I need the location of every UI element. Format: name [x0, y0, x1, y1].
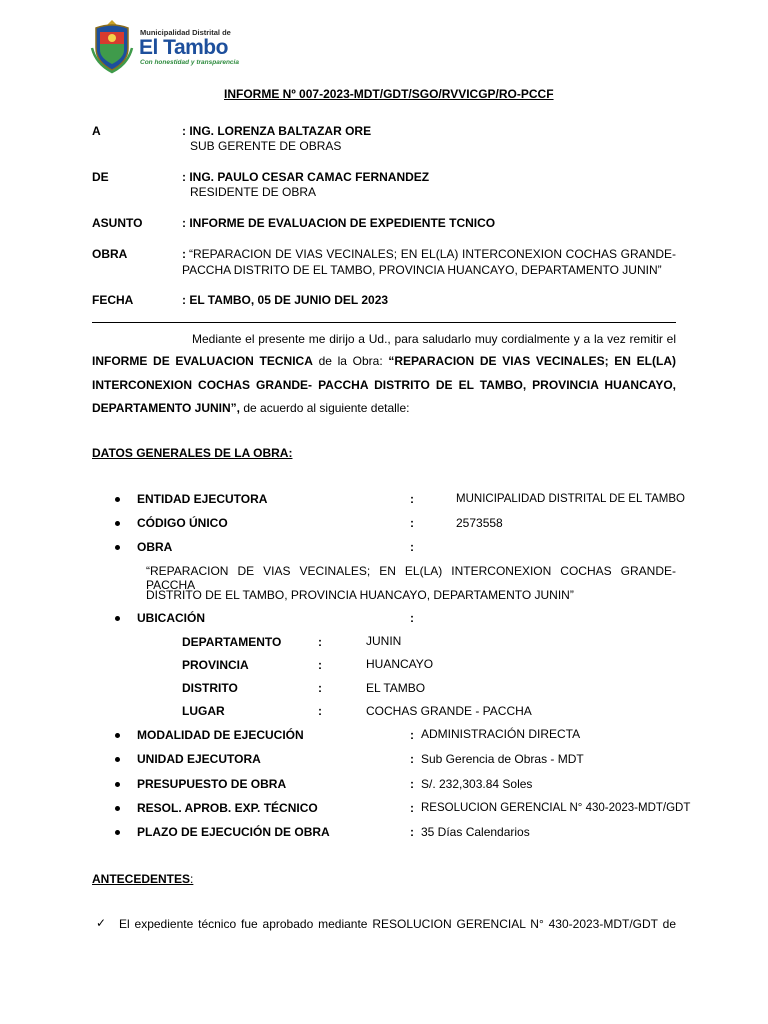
de-label: DE: [92, 170, 109, 184]
intro-line3: INTERCONEXION COCHAS GRANDE- PACCHA DISTRITO DE EL TAMBO, PROVINCIA HUANCAYO,: [92, 378, 676, 392]
unidad-label: UNIDAD EJECUTORA: [137, 752, 261, 766]
provincia-colon: :: [318, 658, 322, 672]
codigo-value: 2573558: [456, 516, 503, 530]
codigo-label: CÓDIGO ÚNICO: [137, 516, 228, 530]
presupuesto-colon: :: [410, 777, 414, 791]
report-title: INFORME Nº 007-2023-MDT/GDT/SGO/RVVICGP/RO-PCCF: [224, 87, 554, 101]
distrito-value: EL TAMBO: [366, 681, 426, 695]
modalidad-colon: :: [410, 728, 414, 742]
lugar-colon: :: [318, 704, 322, 718]
entidad-colon: :: [410, 492, 414, 506]
separator-line: [92, 322, 676, 323]
intro-bold3: DEPARTAMENTO JUNIN”,: [92, 401, 241, 415]
bullet: [115, 757, 120, 762]
provincia-value: HUANCAYO: [366, 657, 434, 671]
antecedentes-colon: :: [190, 872, 194, 886]
plazo-label: PLAZO DE EJECUCIÓN DE OBRA: [137, 825, 330, 839]
resolucion-label: RESOL. APROB. EXP. TÉCNICO: [137, 801, 318, 815]
intro-line4: [92, 401, 409, 415]
plazo-colon: :: [410, 825, 414, 839]
asunto-value: : INFORME DE EVALUACION DE EXPEDIENTE TCNICO: [182, 216, 496, 230]
asunto-label: ASUNTO: [92, 216, 143, 230]
bullet: [115, 733, 120, 738]
intro-bold1: INFORME DE EVALUACION TECNICA: [92, 354, 313, 368]
bullet: [115, 616, 120, 621]
datos-obra-colon: :: [410, 540, 414, 554]
datos-heading: DATOS GENERALES DE LA OBRA:: [92, 446, 293, 460]
obra-line2: PACCHA DISTRITO DE EL TAMBO, PROVINCIA HUANCAYO, DEPARTAMENTO JUNIN”: [182, 263, 662, 277]
distrito-colon: :: [318, 681, 322, 695]
antecedentes-heading: [92, 872, 193, 886]
de-value: : ING. PAULO CESAR CAMAC FERNANDEZ: [182, 170, 430, 184]
bullet: [115, 497, 120, 502]
obra-colon: :: [182, 247, 186, 261]
unidad-colon: :: [410, 752, 414, 766]
lugar-label: LUGAR: [182, 704, 225, 718]
de-sub: RESIDENTE DE OBRA: [190, 185, 317, 199]
bullet: [115, 806, 120, 811]
codigo-colon: :: [410, 516, 414, 530]
entidad-label: ENTIDAD EJECUTORA: [137, 492, 268, 506]
bullet: [115, 782, 120, 787]
logo-line2: El Tambo: [139, 36, 228, 59]
a-sub: SUB GERENTE DE OBRAS: [190, 139, 342, 153]
lugar-value: COCHAS GRANDE - PACCHA: [366, 704, 532, 718]
intro-line2: [92, 354, 676, 368]
intro-normal1: de la Obra:: [312, 354, 389, 368]
modalidad-label: MODALIDAD DE EJECUCIÓN: [137, 728, 304, 742]
modalidad-value: ADMINISTRACIÓN DIRECTA: [421, 727, 581, 741]
provincia-label: PROVINCIA: [182, 658, 249, 672]
presupuesto-value: S/. 232,303.84 Soles: [421, 777, 533, 791]
bullet: [115, 830, 120, 835]
distrito-label: DISTRITO: [182, 681, 238, 695]
resolucion-colon: :: [410, 801, 414, 815]
a-value: : ING. LORENZA BALTAZAR ORE: [182, 124, 372, 138]
datos-obra-label: OBRA: [137, 540, 173, 554]
obra-line1: “REPARACION DE VIAS VECINALES; EN EL(LA) INTERCONEXION COCHAS GRANDE-: [189, 247, 676, 261]
coat-of-arms-icon: [90, 18, 134, 74]
bullet: [115, 521, 120, 526]
departamento-label: DEPARTAMENTO: [182, 635, 282, 649]
unidad-value: Sub Gerencia de Obras - MDT: [421, 752, 584, 766]
antecedentes-title: ANTECEDENTES: [92, 872, 191, 886]
presupuesto-label: PRESUPUESTO DE OBRA: [137, 777, 287, 791]
ubicacion-colon: :: [410, 611, 414, 625]
logo-line3: Con honestidad y transparencia: [140, 59, 239, 66]
entidad-value: MUNICIPALIDAD DISTRITAL DE EL TAMBO: [456, 493, 685, 505]
logo-line1: Municipalidad Distrital de: [140, 28, 231, 37]
datos-obra-line1: “REPARACION DE VIAS VECINALES; EN EL(LA) INTERCONEXION COCHAS GRANDE- PACCHA: [146, 564, 676, 592]
ubicacion-label: UBICACIÓN: [137, 611, 205, 625]
obra-label: OBRA: [92, 247, 128, 261]
intro-normal2: de acuerdo al siguiente detalle:: [240, 401, 410, 415]
resolucion-value: RESOLUCION GERENCIAL N° 430-2023-MDT/GDT: [421, 802, 691, 814]
bullet: [115, 545, 120, 550]
a-label: A: [92, 124, 101, 138]
departamento-colon: :: [318, 635, 322, 649]
fecha-value: : EL TAMBO, 05 DE JUNIO DEL 2023: [182, 293, 389, 307]
departamento-value: JUNIN: [366, 634, 402, 648]
plazo-value: 35 Días Calendarios: [421, 825, 530, 839]
municipal-logo: [90, 18, 239, 74]
intro-bold2: “REPARACION DE VIAS VECINALES; EN EL(LA): [388, 354, 676, 368]
fecha-label: FECHA: [92, 293, 134, 307]
intro-line1: Mediante el presente me dirijo a Ud., para saludarlo muy cordialmente y a la vez remitir el: [192, 332, 676, 346]
antecedentes-item1: El expediente técnico fue aprobado mediante RESOLUCION GERENCIAL N° 430-2023-MDT/GDT de: [119, 917, 676, 931]
datos-obra-line2: DISTRITO DE EL TAMBO, PROVINCIA HUANCAYO, DEPARTAMENTO JUNIN”: [146, 588, 574, 602]
check-icon: ✓: [96, 916, 107, 930]
